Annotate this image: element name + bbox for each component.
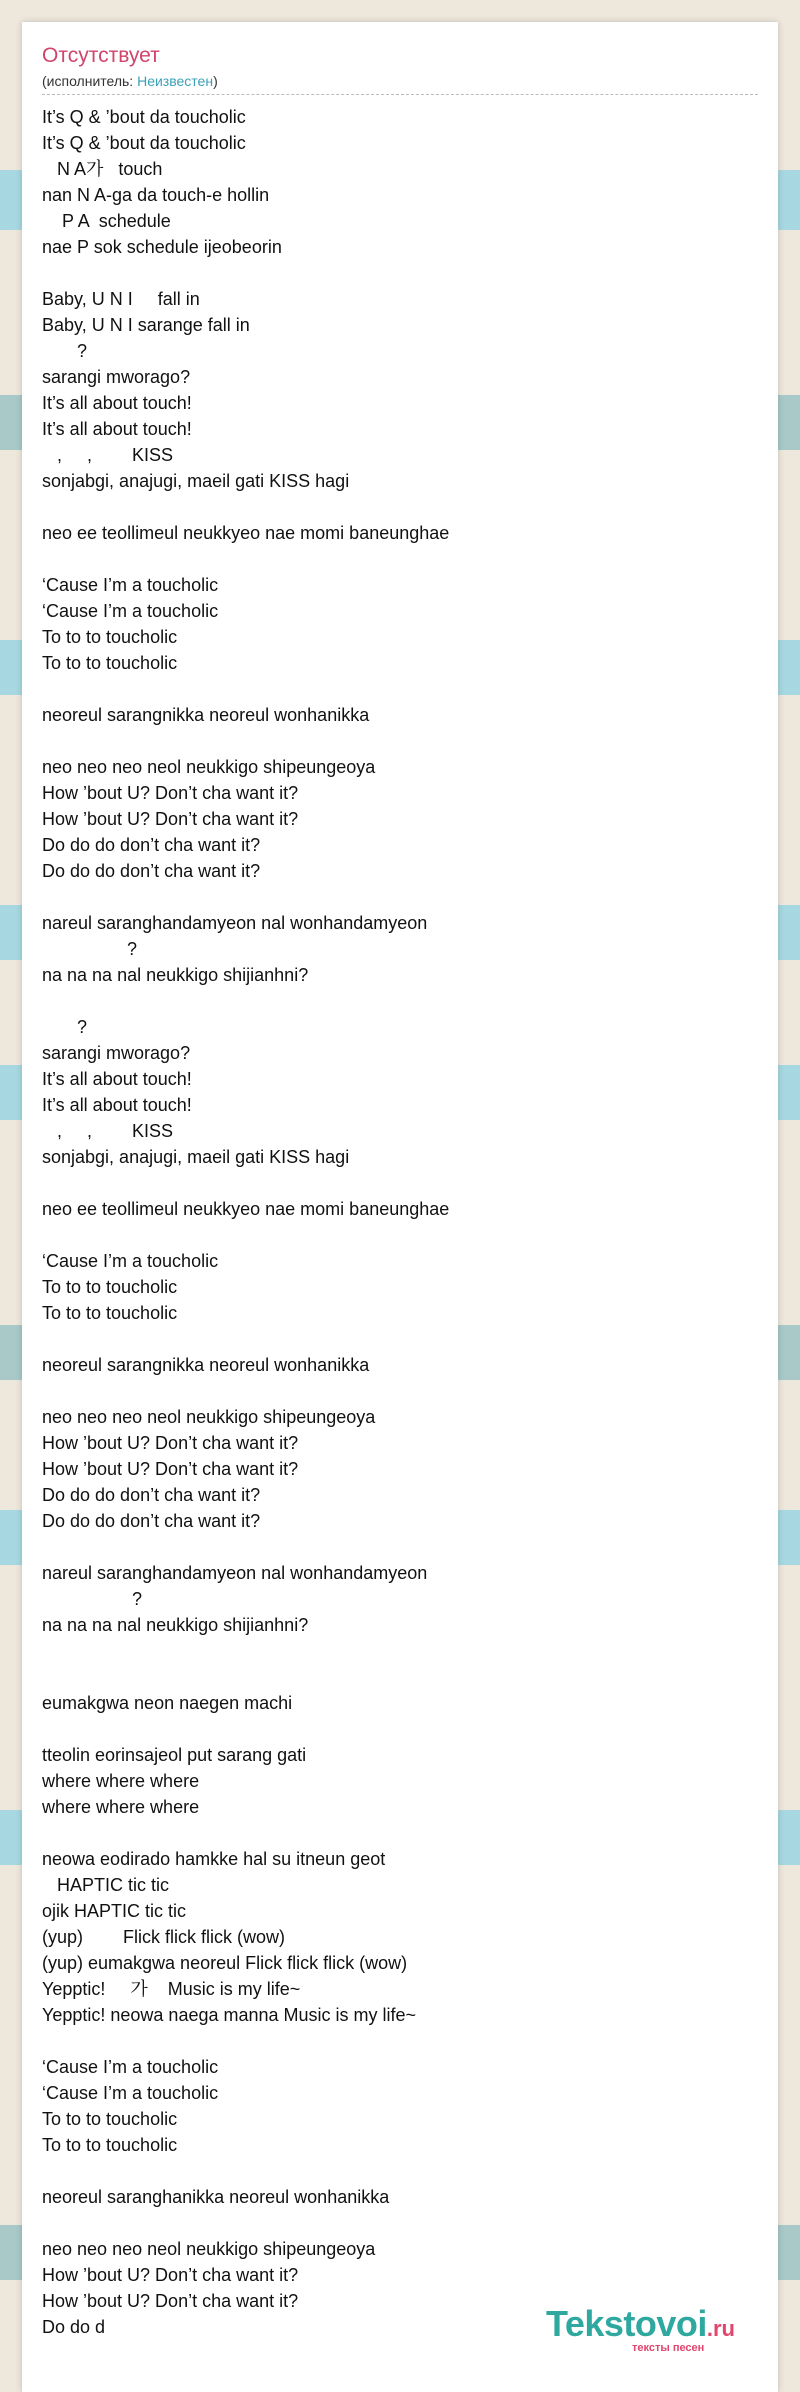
header-divider: [42, 94, 758, 95]
lyric-line: ?: [42, 1017, 88, 1037]
lyric-line: How ’bout U? Don’t cha want it?: [42, 809, 299, 829]
lyric-line: eumakgwa neon naegen machi: [42, 1693, 293, 1713]
logo-tld: .ru: [706, 2316, 735, 2341]
lyric-line: To to to toucholic: [42, 653, 178, 673]
lyric-line: How ’bout U? Don’t cha want it?: [42, 1459, 299, 1479]
lyric-line: To to to toucholic: [42, 627, 178, 647]
lyric-line: P A schedule: [42, 211, 171, 231]
lyric-line: Do do do don’t cha want it?: [42, 835, 261, 855]
lyric-line: [42, 1664, 758, 1690]
lyric-line: , , KISS: [42, 445, 174, 465]
lyric-line: Do do do don’t cha want it?: [42, 861, 261, 881]
lyric-line: ‘Cause I’m a toucholic: [42, 575, 219, 595]
lyric-line: How ’bout U? Don’t cha want it?: [42, 1433, 299, 1453]
lyric-line: na na na nal neukkigo shijianhni?: [42, 965, 309, 985]
lyric-line: where where where: [42, 1771, 200, 1791]
lyric-line: How ’bout U? Don’t cha want it?: [42, 783, 299, 803]
lyric-line: Do do do don’t cha want it?: [42, 1485, 261, 1505]
lyric-line: [42, 260, 758, 286]
lyric-line: tteolin eorinsajeol put sarang gati: [42, 1745, 307, 1765]
lyric-line: [42, 1820, 758, 1846]
lyric-line: It’s Q & ’bout da toucholic: [42, 107, 246, 127]
lyric-line: nareul saranghandamyeon nal wonhandamyeon: [42, 913, 428, 933]
lyric-line: Do do d: [42, 2317, 106, 2337]
lyric-line: sarangi mworago?: [42, 1043, 191, 1063]
lyric-line: neowa eodirado hamkke hal su itneun geot: [42, 1849, 386, 1869]
performer-prefix: (исполнитель:: [42, 73, 138, 89]
lyric-line: [42, 1638, 758, 1664]
lyric-line: [42, 2028, 758, 2054]
lyric-line: [42, 988, 758, 1014]
song-header: [42, 42, 758, 95]
lyric-line: [42, 1378, 758, 1404]
lyric-line: ‘Cause I’m a toucholic: [42, 601, 219, 621]
lyric-line: [42, 884, 758, 910]
lyric-line: neo ee teollimeul neukkyeo nae momi baneunghae: [42, 523, 450, 543]
lyric-line: It’s all about touch!: [42, 419, 192, 439]
lyric-line: It’s all about touch!: [42, 393, 192, 413]
lyric-line: [42, 1170, 758, 1196]
lyric-line: [42, 676, 758, 702]
lyric-line: [42, 1326, 758, 1352]
lyric-line: Baby, U N I fall in: [42, 289, 200, 309]
logo-tagline: тексты песен: [632, 2342, 705, 2354]
lyric-line: It’s all about touch!: [42, 1095, 192, 1115]
lyric-line: [42, 1222, 758, 1248]
lyric-line: N A가 touch: [42, 159, 163, 179]
lyric-line: neo neo neo neol neukkigo shipeungeoya: [42, 2239, 376, 2259]
performer-suffix: ): [213, 73, 218, 89]
lyric-line: [42, 2210, 758, 2236]
lyric-line: ?: [42, 939, 138, 959]
lyric-line: sonjabgi, anajugi, maeil gati KISS hagi: [42, 1147, 350, 1167]
lyric-line: To to to toucholic: [42, 2135, 178, 2155]
lyrics-text: [42, 104, 758, 2340]
lyric-line: , , KISS: [42, 1121, 174, 1141]
lyric-line: ?: [42, 341, 88, 361]
lyric-line: Yepptic! 가 Music is my life~: [42, 1979, 301, 1999]
lyric-line: Do do do don’t cha want it?: [42, 1511, 261, 1531]
lyric-line: (yup) eumakgwa neoreul Flick flick flick (wow): [42, 1953, 408, 1973]
lyric-line: Yepptic! neowa naega manna Music is my life~: [42, 2005, 417, 2025]
lyric-line: [42, 728, 758, 754]
lyric-line: How ’bout U? Don’t cha want it?: [42, 2265, 299, 2285]
lyric-line: where where where: [42, 1797, 200, 1817]
lyric-line: neo ee teollimeul neukkyeo nae momi baneunghae: [42, 1199, 450, 1219]
lyric-line: (yup) Flick flick flick (wow): [42, 1927, 286, 1947]
lyric-line: nareul saranghandamyeon nal wonhandamyeon: [42, 1563, 428, 1583]
lyric-line: ojik HAPTIC tic tic: [42, 1901, 187, 1921]
lyric-line: neo neo neo neol neukkigo shipeungeoya: [42, 757, 376, 777]
lyric-line: ‘Cause I’m a toucholic: [42, 1251, 219, 1271]
lyric-line: neo neo neo neol neukkigo shipeungeoya: [42, 1407, 376, 1427]
lyric-line: ?: [42, 1589, 143, 1609]
lyric-line: [42, 1534, 758, 1560]
lyric-line: It’s Q & ’bout da toucholic: [42, 133, 246, 153]
lyric-line: Baby, U N I sarange fall in: [42, 315, 250, 335]
lyric-line: It’s all about touch!: [42, 1069, 192, 1089]
lyric-line: How ’bout U? Don’t cha want it?: [42, 2291, 299, 2311]
lyric-line: [42, 1716, 758, 1742]
lyric-line: sonjabgi, anajugi, maeil gati KISS hagi: [42, 471, 350, 491]
lyric-line: nae P sok schedule ijeobeorin: [42, 237, 282, 257]
lyrics-card: [22, 22, 778, 2392]
lyric-line: neoreul saranghanikka neoreul wonhanikka: [42, 2187, 390, 2207]
lyric-line: [42, 494, 758, 520]
lyric-line: neoreul sarangnikka neoreul wonhanikka: [42, 705, 370, 725]
lyric-line: To to to toucholic: [42, 2109, 178, 2129]
lyric-line: na na na nal neukkigo shijianhni?: [42, 1615, 309, 1635]
lyric-line: ‘Cause I’m a toucholic: [42, 2083, 219, 2103]
lyric-line: sarangi mworago?: [42, 367, 191, 387]
lyric-line: [42, 546, 758, 572]
lyric-line: To to to toucholic: [42, 1303, 178, 1323]
site-logo[interactable]: [546, 2304, 766, 2352]
lyric-line: neoreul sarangnikka neoreul wonhanikka: [42, 1355, 370, 1375]
performer-line: [42, 72, 758, 90]
song-title: Отсутствует: [42, 44, 160, 67]
logo-word: Tekstovoi: [546, 2303, 707, 2344]
lyric-line: nan N A-ga da touch-e hollin: [42, 185, 270, 205]
performer-link[interactable]: Неизвестен: [137, 73, 214, 89]
lyric-line: HAPTIC tic tic: [42, 1875, 170, 1895]
lyric-line: To to to toucholic: [42, 1277, 178, 1297]
lyric-line: [42, 2158, 758, 2184]
lyric-line: ‘Cause I’m a toucholic: [42, 2057, 219, 2077]
